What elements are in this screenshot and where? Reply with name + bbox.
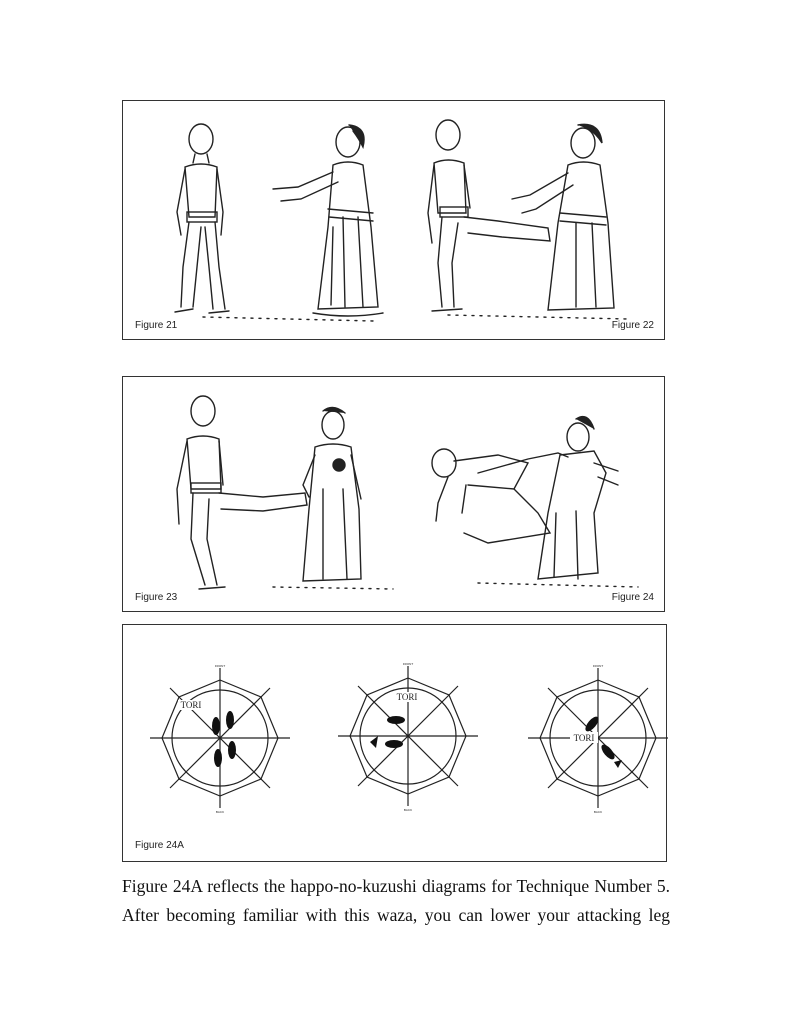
kuzushi-diagram-3 bbox=[523, 663, 673, 813]
figure-22-illustration bbox=[418, 113, 648, 323]
diagram-3-bottom-label: BACK bbox=[593, 810, 603, 814]
figure-24-illustration bbox=[418, 393, 648, 593]
diagram-1-top-label: FRONT bbox=[214, 664, 226, 668]
figure-panel-23-24 bbox=[122, 376, 665, 612]
kuzushi-diagram-1 bbox=[145, 663, 295, 813]
diagram-1-bottom-label: BACK bbox=[215, 810, 225, 814]
figure-24-caption: Figure 24 bbox=[611, 592, 654, 603]
diagram-2-bottom-label: BACK bbox=[403, 808, 413, 812]
figure-24a-caption: Figure 24A bbox=[135, 840, 184, 851]
body-line-1: Figure 24A reflects the happo-no-kuzushi diagrams for Technique Number 5. bbox=[122, 876, 670, 896]
figure-21-illustration bbox=[163, 117, 393, 327]
diagram-1-tori-label: TORI bbox=[180, 700, 202, 710]
figure-panel-21-22 bbox=[122, 100, 665, 340]
figure-panel-24a bbox=[122, 624, 667, 862]
diagram-2-top-label: FRONT bbox=[402, 662, 414, 666]
body-line-2: After becoming familiar with this waza, you can lower your attacking leg bbox=[122, 905, 670, 925]
diagram-3-top-label: FRONT bbox=[592, 664, 604, 668]
figure-23-illustration bbox=[163, 389, 393, 595]
diagram-2-tori-label: TORI bbox=[396, 692, 418, 702]
figure-22-caption: Figure 22 bbox=[611, 320, 654, 331]
figure-23-caption: Figure 23 bbox=[135, 592, 178, 603]
figure-21-caption: Figure 21 bbox=[135, 320, 178, 331]
kuzushi-diagram-2 bbox=[333, 661, 483, 811]
diagram-3-tori-label: TORI bbox=[573, 733, 595, 743]
